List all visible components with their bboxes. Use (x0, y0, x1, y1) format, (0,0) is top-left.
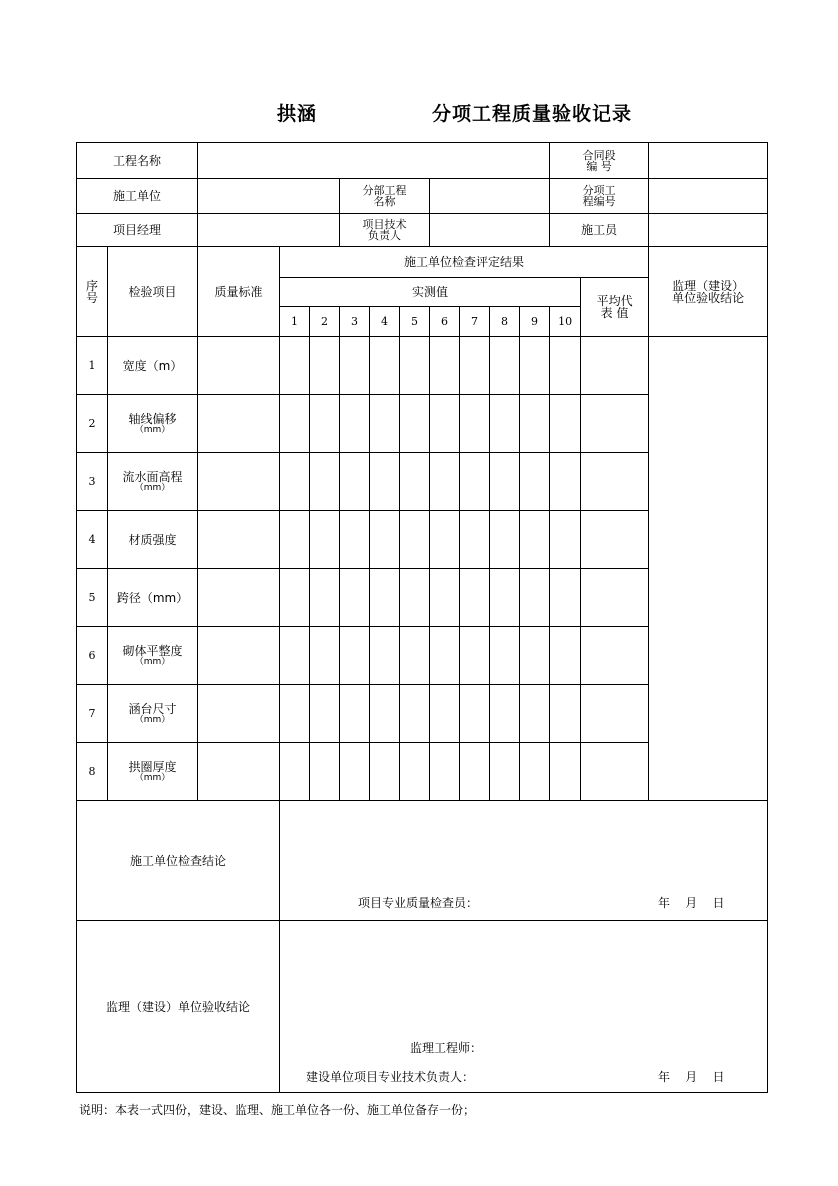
item-name: 砌体平整度 (122, 643, 183, 658)
measure-number-7: 7 (460, 307, 490, 337)
owner-tech-label: 建设单位项目专业技术负责人： (306, 1070, 475, 1084)
measured-value-field-9[interactable] (520, 627, 550, 685)
measured-value-field-5[interactable] (400, 743, 430, 801)
measured-value-field-4[interactable] (370, 569, 400, 627)
item-number: 3 (77, 453, 108, 511)
measured-value-field-4[interactable] (370, 627, 400, 685)
engineer-label: 监理工程师： (410, 1041, 483, 1055)
measured-value-field-4[interactable] (370, 337, 400, 395)
measured-value-field-7[interactable] (460, 511, 490, 569)
measured-value-field-10[interactable] (550, 743, 581, 801)
result-group-header: 施工单位检查评定结果 (280, 247, 649, 278)
subitem-no-label: 分项工 程编号 (550, 179, 649, 214)
contractor-conclusion-label: 施工单位检查结论 (77, 801, 280, 921)
measure-number-2: 2 (310, 307, 340, 337)
measured-value-field-7[interactable] (460, 685, 490, 743)
measured-value-field-6[interactable] (430, 569, 460, 627)
measured-value-field-6[interactable] (430, 743, 460, 801)
measure-number-9: 9 (520, 307, 550, 337)
measured-value-field-5[interactable] (400, 569, 430, 627)
measured-value-field-10[interactable] (550, 569, 581, 627)
contractor-conclusion-field[interactable] (280, 801, 768, 921)
measured-value-field-4[interactable] (370, 453, 400, 511)
tech-lead-label: 项目技术 负责人 (340, 214, 430, 247)
item-header: 检验项目 (108, 247, 198, 337)
measured-value-field-1[interactable] (280, 337, 310, 395)
measured-value-field-10[interactable] (550, 511, 581, 569)
measured-value-field-9[interactable] (520, 743, 550, 801)
standard-field[interactable] (198, 395, 280, 453)
item-name-cell (108, 453, 198, 511)
measured-value-field-4[interactable] (370, 685, 400, 743)
measured-value-field-6[interactable] (430, 685, 460, 743)
item-number: 8 (77, 743, 108, 801)
measured-value-field-6[interactable] (430, 511, 460, 569)
standard-field[interactable] (198, 337, 280, 395)
measured-value-field-8[interactable] (490, 627, 520, 685)
measured-value-field-5[interactable] (400, 453, 430, 511)
project-name-label: 工程名称 (77, 143, 198, 179)
measure-number-4: 4 (370, 307, 400, 337)
measured-value-field-8[interactable] (490, 453, 520, 511)
seq-header: 序 号 (77, 247, 108, 337)
standard-field[interactable] (198, 569, 280, 627)
form-title: 分项工程质量验收记录 (432, 103, 633, 125)
contract-section-label: 合同段 编 号 (550, 143, 649, 179)
measured-value-field-3[interactable] (340, 569, 370, 627)
measured-value-field-9[interactable] (520, 453, 550, 511)
measured-value-field-10[interactable] (550, 685, 581, 743)
measured-value-field-2[interactable] (310, 511, 340, 569)
measured-value-field-7[interactable] (460, 569, 490, 627)
average-value-field[interactable] (581, 743, 649, 801)
average-value-field[interactable] (581, 569, 649, 627)
measured-value-field-7[interactable] (460, 627, 490, 685)
measured-value-field-8[interactable] (490, 743, 520, 801)
item-number: 6 (77, 627, 108, 685)
measured-value-field-8[interactable] (490, 685, 520, 743)
pm-label: 项目经理 (77, 214, 198, 247)
supervisor-date: 年 月 日 (658, 1070, 725, 1084)
measured-value-field-7[interactable] (460, 337, 490, 395)
supervisor-conclusion-field[interactable] (280, 921, 768, 1093)
measured-value-field-6[interactable] (430, 627, 460, 685)
measured-value-field-1[interactable] (280, 743, 310, 801)
item-name-cell (108, 511, 198, 569)
measured-value-field-5[interactable] (400, 627, 430, 685)
pm-field[interactable] (198, 214, 340, 247)
average-value-field[interactable] (581, 337, 649, 395)
average-value-field[interactable] (581, 511, 649, 569)
measured-value-field-9[interactable] (520, 337, 550, 395)
item-number: 7 (77, 685, 108, 743)
subitem-no-field[interactable] (649, 179, 768, 214)
average-value-field[interactable] (581, 685, 649, 743)
measured-value-field-5[interactable] (400, 685, 430, 743)
measured-value-field-2[interactable] (310, 453, 340, 511)
measured-value-field-7[interactable] (460, 395, 490, 453)
contractor-date: 年 月 日 (658, 896, 725, 910)
contractor-field[interactable] (198, 179, 340, 214)
measured-value-field-3[interactable] (340, 395, 370, 453)
measured-value-field-6[interactable] (430, 453, 460, 511)
item-name: 涵台尺寸 (128, 701, 177, 716)
measured-value-field-4[interactable] (370, 511, 400, 569)
tech-lead-field[interactable] (430, 214, 550, 247)
measured-value-field-2[interactable] (310, 743, 340, 801)
measured-value-field-8[interactable] (490, 337, 520, 395)
measured-value-field-7[interactable] (460, 743, 490, 801)
measured-value-field-9[interactable] (520, 685, 550, 743)
standard-field[interactable] (198, 627, 280, 685)
measure-number-3: 3 (340, 307, 370, 337)
measured-value-field-2[interactable] (310, 685, 340, 743)
measured-value-field-9[interactable] (520, 511, 550, 569)
average-value-field[interactable] (581, 453, 649, 511)
standard-field[interactable] (198, 685, 280, 743)
standard-field[interactable] (198, 453, 280, 511)
project-name-field[interactable] (198, 143, 550, 179)
item-name-cell (108, 569, 198, 627)
form-note: 说明：本表一式四份，建设、监理、施工单位各一份、施工单位备存一份； (79, 1103, 476, 1117)
measured-value-field-3[interactable] (340, 685, 370, 743)
division-field[interactable] (430, 179, 550, 214)
measured-value-field-2[interactable] (310, 337, 340, 395)
division-label: 分部工程 名称 (340, 179, 430, 214)
item-name-cell (108, 685, 198, 743)
item-name-cell (108, 627, 198, 685)
item-name-cell (108, 337, 198, 395)
measured-value-field-3[interactable] (340, 743, 370, 801)
inspection-form-table (76, 142, 768, 1093)
measured-value-field-8[interactable] (490, 395, 520, 453)
measured-value-field-8[interactable] (490, 569, 520, 627)
item-unit: （mm） (134, 772, 171, 783)
measured-value-field-2[interactable] (310, 395, 340, 453)
item-name: 流水面高程 (122, 469, 183, 484)
table-row (77, 337, 768, 395)
contractor-label: 施工单位 (77, 179, 198, 214)
contract-section-field[interactable] (649, 143, 768, 179)
supervisor-conclusion-label: 监理（建设）单位验收结论 (77, 921, 280, 1093)
average-header: 平均代 表 值 (581, 278, 649, 337)
measured-header: 实测值 (280, 278, 581, 307)
measured-value-field-9[interactable] (520, 395, 550, 453)
item-unit: （mm） (134, 714, 171, 725)
standard-header: 质量标准 (198, 247, 280, 337)
item-name: 宽度（m） (122, 358, 183, 373)
measured-value-field-8[interactable] (490, 511, 520, 569)
form-title-prefix: 拱涵 (277, 103, 318, 125)
item-name-cell (108, 743, 198, 801)
measured-value-field-3[interactable] (340, 627, 370, 685)
measured-value-field-10[interactable] (550, 395, 581, 453)
standard-field[interactable] (198, 511, 280, 569)
measured-value-field-1[interactable] (280, 395, 310, 453)
average-value-field[interactable] (581, 395, 649, 453)
measured-value-field-3[interactable] (340, 511, 370, 569)
measure-number-8: 8 (490, 307, 520, 337)
item-number: 2 (77, 395, 108, 453)
item-number: 4 (77, 511, 108, 569)
measure-number-6: 6 (430, 307, 460, 337)
measured-value-field-3[interactable] (340, 337, 370, 395)
measured-value-field-10[interactable] (550, 337, 581, 395)
item-name: 跨径（mm） (116, 590, 189, 605)
measured-value-field-1[interactable] (280, 569, 310, 627)
standard-field[interactable] (198, 743, 280, 801)
measured-value-field-10[interactable] (550, 627, 581, 685)
measured-value-field-5[interactable] (400, 395, 430, 453)
measured-value-field-5[interactable] (400, 337, 430, 395)
item-unit: （mm） (134, 424, 171, 435)
measured-value-field-9[interactable] (520, 569, 550, 627)
measured-value-field-4[interactable] (370, 743, 400, 801)
measured-value-field-1[interactable] (280, 453, 310, 511)
supervisor-verdict-field[interactable] (649, 337, 768, 801)
measured-value-field-1[interactable] (280, 627, 310, 685)
measure-number-10: 10 (550, 307, 581, 337)
item-name: 材质强度 (128, 532, 177, 547)
item-name: 轴线偏移 (128, 411, 177, 426)
measured-value-field-1[interactable] (280, 511, 310, 569)
measured-value-field-4[interactable] (370, 395, 400, 453)
measured-value-field-2[interactable] (310, 627, 340, 685)
item-name-cell (108, 395, 198, 453)
item-number: 1 (77, 337, 108, 395)
builder-field[interactable] (649, 214, 768, 247)
average-value-field[interactable] (581, 627, 649, 685)
item-unit: （mm） (134, 482, 171, 493)
measured-value-field-2[interactable] (310, 569, 340, 627)
measured-value-field-1[interactable] (280, 685, 310, 743)
item-name: 拱圈厚度 (128, 759, 177, 774)
item-number: 5 (77, 569, 108, 627)
inspector-label: 项目专业质量检查员： (358, 896, 479, 910)
measure-number-5: 5 (400, 307, 430, 337)
measured-value-field-5[interactable] (400, 511, 430, 569)
measure-number-1: 1 (280, 307, 310, 337)
measured-value-field-7[interactable] (460, 453, 490, 511)
builder-label: 施工员 (550, 214, 649, 247)
item-unit: （mm） (134, 656, 171, 667)
supervisor-header: 监理（建设） 单位验收结论 (649, 247, 768, 337)
measured-value-field-3[interactable] (340, 453, 370, 511)
measured-value-field-10[interactable] (550, 453, 581, 511)
measured-value-field-6[interactable] (430, 337, 460, 395)
measured-value-field-6[interactable] (430, 395, 460, 453)
